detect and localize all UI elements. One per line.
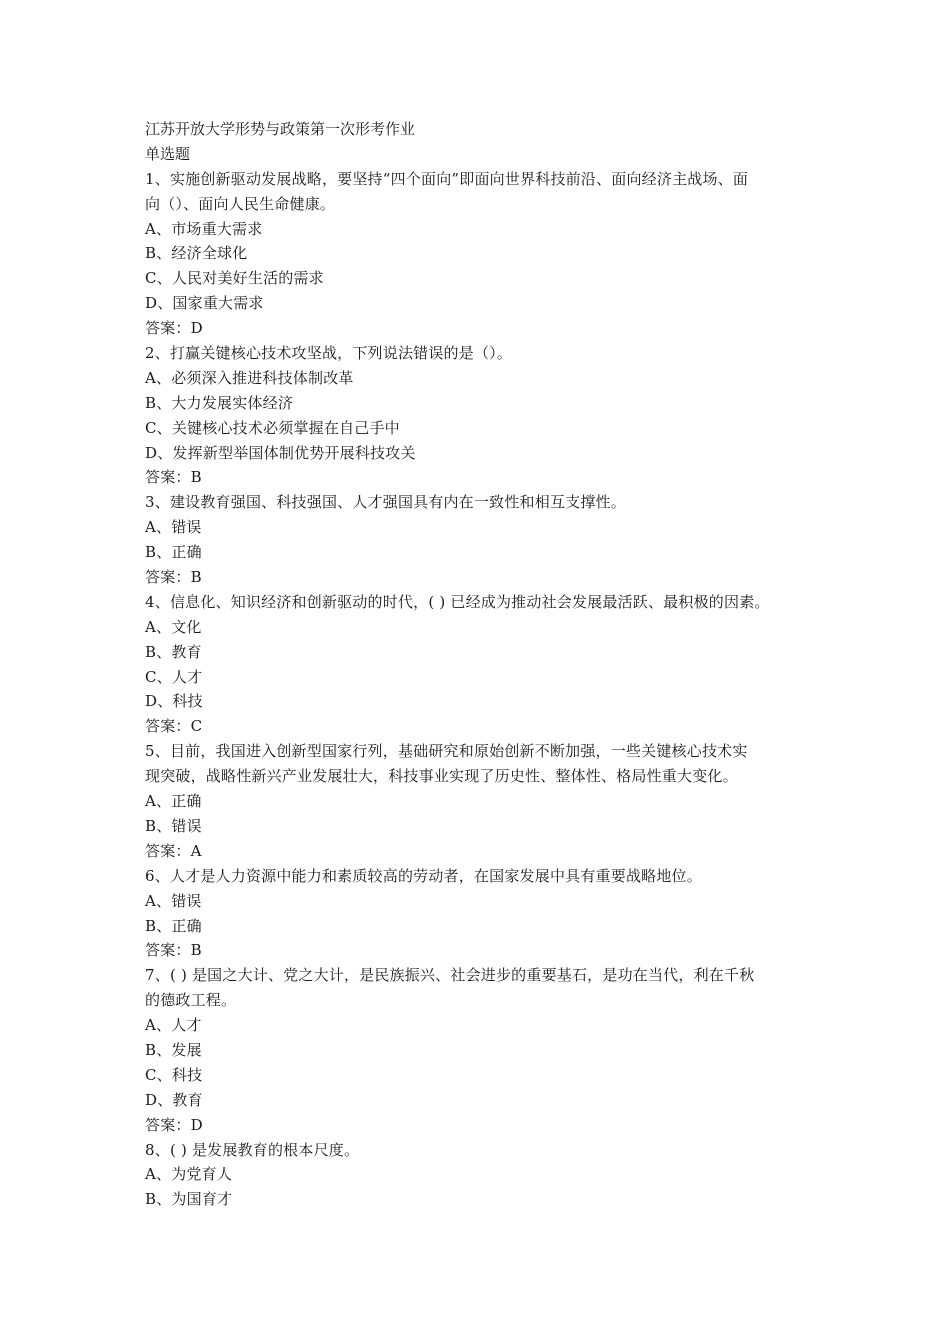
answer-option: D、国家重大需求 xyxy=(145,294,264,313)
question-block xyxy=(145,341,815,490)
answer-option: B、错误 xyxy=(145,816,202,835)
question-text: 4、信息化、知识经济和创新驱动的时代，( ) 已经成为推动社会发展最活跃、最积极的因素。 xyxy=(145,592,770,611)
answer-option: B、大力发展实体经济 xyxy=(145,393,294,412)
answer-option: A、必须深入推进科技体制改革 xyxy=(145,368,354,387)
answer-option: C、人民对美好生活的需求 xyxy=(145,269,324,288)
question-text: 1、实施创新驱动发展战略，要坚持“四个面向”即面向世界科技前沿、面向经济主战场、面 xyxy=(145,169,749,188)
question-text: 现突破，战略性新兴产业发展壮大，科技事业实现了历史性、整体性、格局性重大变化。 xyxy=(145,767,738,786)
answer-option: A、为党育人 xyxy=(145,1165,233,1184)
question-block xyxy=(145,739,815,863)
question-block xyxy=(145,590,815,739)
answer-key: 答案：D xyxy=(145,319,203,338)
question-text: 向（）、面向人民生命健康。 xyxy=(145,194,336,213)
answer-option: B、教育 xyxy=(145,642,202,661)
question-block xyxy=(145,490,815,590)
question-block xyxy=(145,963,815,1137)
answer-option: B、经济全球化 xyxy=(145,244,248,263)
question-block xyxy=(145,864,815,964)
answer-option: A、市场重大需求 xyxy=(145,219,263,238)
answer-option: A、人才 xyxy=(145,1016,202,1035)
question-text: 8、( ) 是发展教育的根本尺度。 xyxy=(145,1140,360,1159)
answer-key: 答案：B xyxy=(145,468,202,487)
answer-option: B、正确 xyxy=(145,916,202,935)
answer-option: D、科技 xyxy=(145,692,203,711)
answer-option: D、发挥新型举国体制优势开展科技攻关 xyxy=(145,443,416,462)
answer-option: B、正确 xyxy=(145,543,202,562)
answer-key: 答案：C xyxy=(145,717,203,736)
answer-option: A、文化 xyxy=(145,617,202,636)
question-text: 5、目前，我国进入创新型国家行列，基础研究和原始创新不断加强，一些关键核心技术实 xyxy=(145,742,748,761)
section-heading: 单选题 xyxy=(145,144,191,163)
answer-option: A、正确 xyxy=(145,792,202,811)
question-text: 的德政工程。 xyxy=(145,991,237,1010)
answer-key: 答案：B xyxy=(145,568,202,587)
document-title: 江苏开放大学形势与政策第一次形考作业 xyxy=(145,120,416,138)
question-text: 2、打赢关键核心技术攻坚战，下列说法错误的是（）。 xyxy=(145,344,513,363)
answer-option: A、错误 xyxy=(145,518,202,537)
answer-option: D、教育 xyxy=(145,1090,203,1109)
answer-key: 答案：B xyxy=(145,941,202,960)
answer-option: C、关键核心技术必须掌握在自己手中 xyxy=(145,418,400,437)
question-list xyxy=(145,167,815,1212)
question-block xyxy=(145,1138,815,1213)
answer-option: C、科技 xyxy=(145,1065,203,1084)
answer-key: 答案：A xyxy=(145,841,202,860)
document-page xyxy=(145,117,815,1212)
question-text: 7、( ) 是国之大计、党之大计，是民族振兴、社会进步的重要基石，是功在当代，利在千秋 xyxy=(145,966,755,985)
answer-option: B、发展 xyxy=(145,1040,202,1059)
question-text: 3、建设教育强国、科技强国、人才强国具有内在一致性和相互支撑性。 xyxy=(145,493,626,512)
answer-key: 答案：D xyxy=(145,1115,203,1134)
answer-option: A、错误 xyxy=(145,891,202,910)
question-text: 6、人才是人力资源中能力和素质较高的劳动者，在国家发展中具有重要战略地位。 xyxy=(145,866,702,885)
answer-option: B、为国育才 xyxy=(145,1190,233,1209)
question-block xyxy=(145,167,815,341)
answer-option: C、人才 xyxy=(145,667,203,686)
